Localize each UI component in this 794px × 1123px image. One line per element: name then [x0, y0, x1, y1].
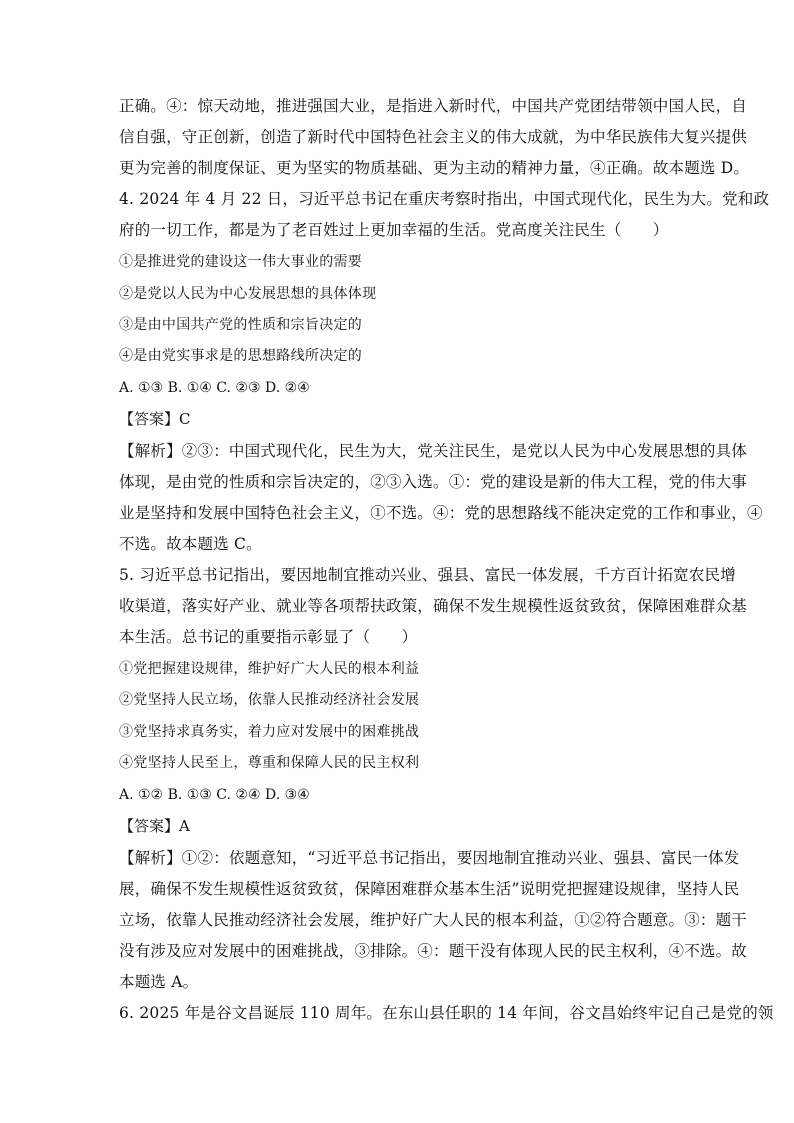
question-4-option-3: ③是由中国共产党的性质和宗旨决定的: [119, 317, 363, 333]
answer-explanation-3-line: 更为完善的制度保证、更为坚实的物质基础、更为主动的精神力量，④正确。故本题选 D。: [119, 159, 750, 177]
question-5-option-3: ③党坚持求真务实，着力应对发展中的困难挑战: [119, 724, 420, 740]
question-5-explanation: 本题选 A。: [119, 973, 199, 991]
question-5-option-2: ②党坚持人民立场，依靠人民推动经济社会发展: [119, 692, 420, 708]
question-5-stem: 收渠道，落实好产业、就业等各项帮扶政策，确保不发生规模性返贫致贫，保障困难群众基: [119, 597, 748, 615]
answer-explanation-3-line: 正确。④：惊天动地，推进强国大业，是指进入新时代，中国共产党团结带领中国人民，自: [119, 97, 748, 115]
question-4-explanation: 不选。故本题选 C。: [119, 535, 262, 553]
question-5-stem: 本生活。总书记的重要指示彰显了（ ）: [119, 628, 418, 646]
question-4-stem: 府的一切工作，都是为了老百姓过上更加幸福的生活。党高度关注民生（ ）: [119, 221, 669, 239]
question-4-explanation: 体现，是由党的性质和宗旨决定的，②③入选。①：党的建设是新的伟大工程，党的伟大事: [119, 473, 748, 491]
question-5-stem: 5. 习近平总书记指出，要因地制宜推动兴业、强县、富民一体发展，千方百计拓宽农民增: [119, 566, 736, 584]
question-5-explanation: 立场，依靠人民推动经济社会发展，维护好广大人民的根本利益，①②符合题意。③：题干: [119, 911, 748, 929]
question-5-option-4: ④党坚持人民至上，尊重和保障人民的民主权利: [119, 755, 420, 771]
question-4-option-2: ②是党以人民为中心发展思想的具体体现: [119, 286, 377, 302]
question-6-stem: 6. 2025 年是谷文昌诞辰 110 周年。在东山县任职的 14 年间，谷文昌始终牢记自己是党的领: [119, 1004, 774, 1022]
question-5-option-1: ①党把握建设规律，维护好广大人民的根本利益: [119, 661, 420, 677]
question-5-explanation: 【解析】①②：依题意知，“习近平总书记指出，要因地制宜推动兴业、强县、富民一体发: [119, 849, 740, 867]
question-5-explanation: 没有涉及应对发展中的困难挑战，③排除。④：题干没有体现人民的民主权利，④不选。故: [119, 942, 748, 960]
question-4-option-1: ①是推进党的建设这一伟大事业的需要: [119, 254, 363, 270]
question-4-option-4: ④是由党实事求是的思想路线所决定的: [119, 348, 363, 364]
answer-explanation-3-line: 信自强，守正创新，创造了新时代中国特色社会主义的伟大成就，为中华民族伟大复兴提供: [119, 128, 748, 146]
question-4-stem: 4. 2024 年 4 月 22 日，习近平总书记在重庆考察时指出，中国式现代化，民生为大。党和政: [119, 190, 770, 208]
question-4-explanation: 【解析】②③：中国式现代化，民生为大，党关注民生，是党以人民为中心发展思想的具体: [119, 442, 748, 460]
question-4-choices: A. ①③ B. ①④ C. ②③ D. ②④: [119, 380, 310, 396]
question-5-choices: A. ①② B. ①③ C. ②④ D. ③④: [119, 787, 310, 803]
question-5-answer: 【答案】A: [119, 817, 190, 835]
question-4-answer: 【答案】C: [119, 410, 191, 428]
question-5-explanation: 展，确保不发生规模性返贫致贫，保障困难群众基本生活”说明党把握建设规律，坚持人民: [119, 880, 740, 898]
question-4-explanation: 业是坚持和发展中国特色社会主义，①不选。④：党的思想路线不能决定党的工作和事业，④: [119, 504, 763, 522]
